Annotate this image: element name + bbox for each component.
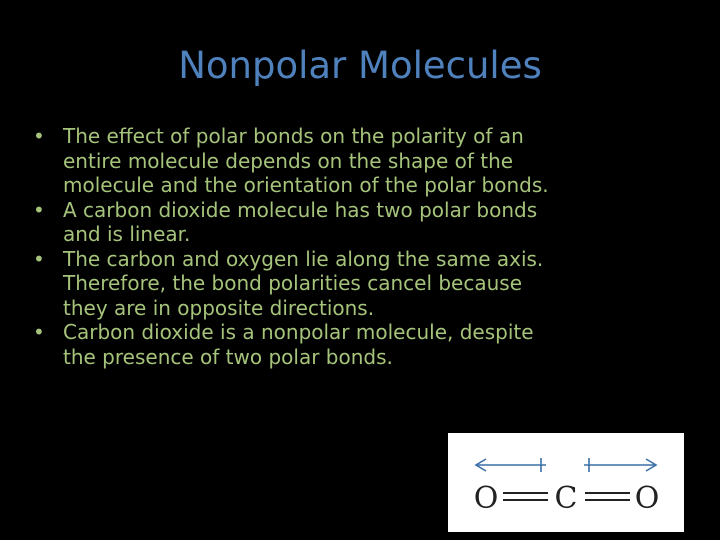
atom-oxygen-right: O: [634, 481, 660, 516]
bullet-text-line: and is linear.: [63, 222, 191, 246]
left-dipole-arrow-icon: [476, 458, 546, 472]
bullet-icon: •: [33, 320, 45, 344]
bullet-text-line: the presence of two polar bonds.: [63, 344, 393, 369]
bullet-icon: •: [33, 197, 45, 222]
bullet-icon: •: [33, 246, 45, 271]
bullet-text-line: The carbon and oxygen lie along the same axis.: [63, 246, 544, 271]
right-dipole-arrow-icon: [584, 458, 656, 472]
bullet-icon: •: [33, 124, 45, 148]
bullet-item: [33, 198, 713, 247]
bullet-item: [33, 320, 713, 369]
atom-oxygen-left: O: [473, 481, 499, 516]
bullet-text-line: they are in opposite directions.: [63, 295, 375, 320]
bullet-item: [33, 124, 713, 198]
atom-carbon: C: [554, 481, 578, 516]
bullet-text-line: Carbon dioxide is a nonpolar molecule, despite: [63, 320, 534, 344]
co2-dipole-svg: [448, 433, 684, 532]
co2-dipole-diagram: [448, 433, 684, 532]
bullet-list: [33, 124, 713, 369]
bullet-text-line: The effect of polar bonds on the polarity of an: [63, 124, 524, 148]
bullet-text-line: entire molecule depends on the shape of the: [63, 148, 514, 173]
double-bond-right-icon: [585, 493, 630, 500]
bullet-item: [33, 247, 713, 321]
slide-title: Nonpolar Molecules: [178, 44, 542, 87]
bullet-text-line: molecule and the orientation of the polar bonds.: [63, 173, 549, 197]
bullet-text-line: Therefore, the bond polarities cancel because: [63, 271, 523, 295]
bullet-text-line: A carbon dioxide molecule has two polar bonds: [63, 197, 538, 222]
double-bond-left-icon: [503, 493, 548, 500]
